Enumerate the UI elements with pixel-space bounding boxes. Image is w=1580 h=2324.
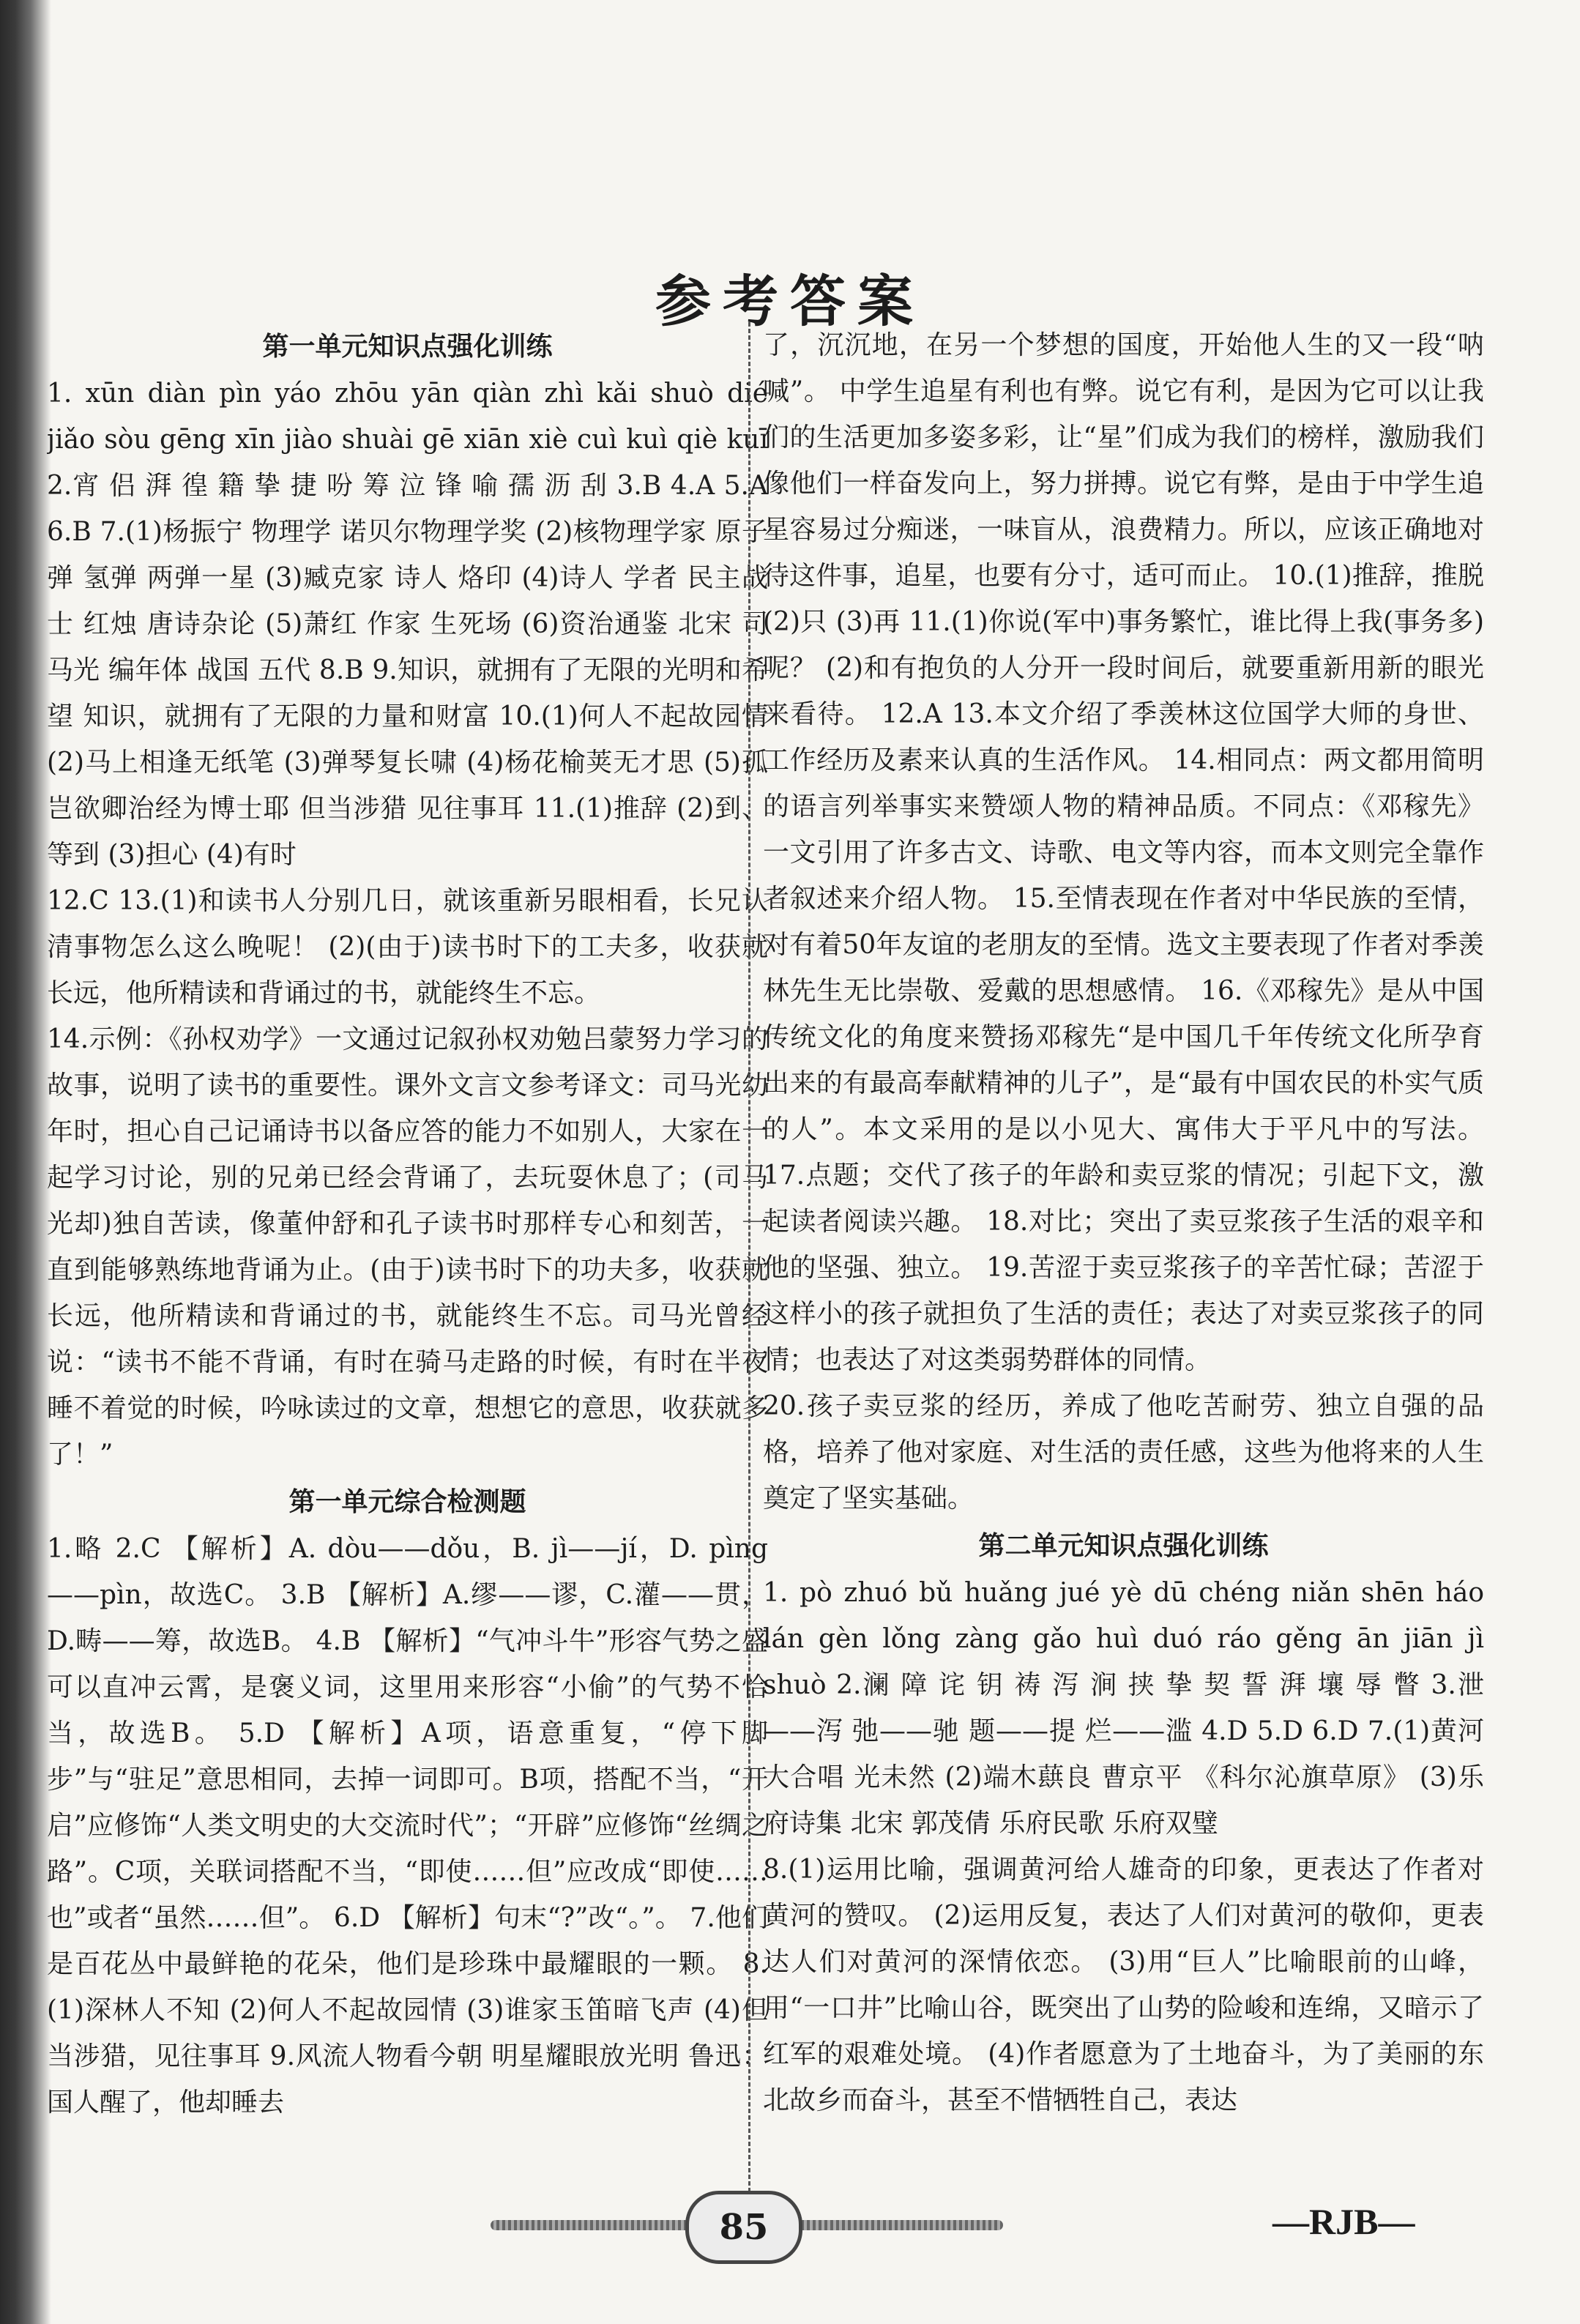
left-answer-column (47, 322, 768, 2226)
series-code: —RJB— (1272, 2201, 1415, 2242)
section-heading: 第二单元知识点强化训练 (978, 1530, 1269, 1561)
column-divider (748, 322, 750, 2219)
section-heading: 第一单元综合检测题 (288, 1486, 526, 1517)
answer-paragraph: 12.C 13.(1)和读书人分别几日，就该重新另眼相看，长兄认清事物怎么这么晚呢！ (2)(由于)读书时下的工夫多，收获就长远，他所精读和背诵过的书，就能终生不忘。 (47, 886, 768, 1008)
page-title: 参考答案 (655, 268, 925, 334)
answer-paragraph: 1. pò zhuó bǔ huǎng jué yè dū chéng niǎn shēn háo lán gèn lǒng zàng gǎo huì duó ráo gěng ān jiān jì shuò 2.澜 障 诧 钥 祷 泻 涧 挟 挚 契 誓 湃 壤 辱 瞥 3.泄——泻 弛——驰 题——提 烂——滥 4.D 5.D 6.D 7.(1)黄河大合唱 光未然 (2)端木蕻良 曹京平 《科尔沁旗草原》 (3)乐府诗集 北宋 郭茂倩 乐府民歌 乐府双璧 (763, 1578, 1484, 1839)
answer-paragraph: 20.孩子卖豆浆的经历，养成了他吃苦耐劳、独立自强的品格，培养了他对家庭、对生活的责任感，这些为他将来的人生奠定了坚实基础。 (763, 1391, 1484, 1513)
answer-paragraph: 1.略 2.C 【解析】A. dòu——dǒu，B. jì——jí，D. pìng——pìn，故选C。 3.B 【解析】A.缪——谬，C.灌——贯，D.畴——筹，故选B。 4.B 【解析】“气冲斗牛”形容气势之盛可以直冲云霄，是褒义词，这里用来形容“小偷”的气势不恰当，故选B。 5.D 【解析】A项，语意重复，“停下脚步”与“驻足”意思相同，去掉一词即可。B项，搭配不当，“开启”应修饰“人类文明史的大交流时代”；“开辟”应修饰“丝绸之路”。C项，关联词搭配不当，“即使……但”应改成“即使……也”或者“虽然……但”。 6.D 【解析】句末“?”改“。”。 7.他们是百花丛中最鲜艳的花朵，他们是珍珠中最耀眼的一颗。 8.(1)深林人不知 (2)何人不起故园情 (3)谁家玉笛暗飞声 (4)但当涉猎，见往事耳 9.风流人物看今朝 明星耀眼放光明 鲁迅：国人醒了，他却睡去 (47, 1534, 768, 2118)
right-answer-column (763, 322, 1484, 2226)
answer-paragraph: 1. xūn diàn pìn yáo zhōu yān qiàn zhì kǎi shuò dié jiǎo sòu gēng xīn jiào shuài gē xiān xiè cuì kuì qiè kuī 2.宵 侣 湃 徨 籍 挚 捷 吩 筹 泣 锋 喻 孺 沥 刮 3.B 4.A 5.A 6.B 7.(1)杨振宁 物理学 诺贝尔物理学奖 (2)核物理学家 原子弹 氢弹 两弹一星 (3)臧克家 诗人 烙印 (4)诗人 学者 民主战士 红烛 唐诗杂论 (5)萧红 作家 生死场 (6)资治通鉴 北宋 司马光 编年体 战国 五代 8.B 9.知识，就拥有了无限的光明和希望 知识，就拥有了无限的力量和财富 10.(1)何人不起故园情 (2)马上相逢无纸笔 (3)弹琴复长啸 (4)杨花榆荚无才思 (5)孤岂欲卿治经为博士耶 但当涉猎 见往事耳 11.(1)推辞 (2)到、等到 (3)担心 (4)有时 (47, 379, 768, 870)
torn-page-edge (0, 0, 51, 2324)
answer-paragraph: 了，沉沉地，在另一个梦想的国度，开始他人生的又一段“呐喊”。 中学生追星有利也有弊。说它有利，是因为它可以让我们的生活更加多姿多彩，让“星”们成为我们的榜样，激励我们像他们一样奋发向上，努力拼搏。说它有弊，是由于中学生追星容易过分痴迷，一味盲从，浪费精力。所以，应该正确地对待这件事，追星，也要有分寸，适可而止。 10.(1)推辞，推脱 (2)只 (3)再 11.(1)你说(军中)事务繁忙，谁比得上我(事务多)呢？ (2)和有抱负的人分开一段时间后，就要重新用新的眼光来看待。 12.A 13.本文介绍了季羡林这位国学大师的身世、工作经历及素来认真的生活作风。 14.相同点：两文都用简明的语言列举事实来赞颂人物的精神品质。不同点：《邓稼先》一文引用了许多古文、诗歌、电文等内容，而本文则完全靠作者叙述来介绍人物。 15.至情表现在作者对中华民族的至情，对有着50年友谊的老朋友的至情。选文主要表现了作者对季羡林先生无比崇敬、爱戴的思想感情。 16.《邓稼先》是从中国传统文化的角度来赞扬邓稼先“是中国几千年传统文化所孕育出来的有最高奉献精神的儿子”，是“最有中国农民的朴实气质的人”。本文采用的是以小见大、寓伟大于平凡中的写法。 17.点题；交代了孩子的年龄和卖豆浆的情况；引起下文，激起读者阅读兴趣。 18.对比；突出了卖豆浆孩子生活的艰辛和他的坚强、独立。 19.苦涩于卖豆浆孩子的辛苦忙碌；苦涩于这样小的孩子就担负了生活的责任；表达了对卖豆浆孩子的同情；也表达了对这类弱势群体的同情。 (763, 330, 1484, 1375)
page-number: 85 (685, 2191, 802, 2264)
section-heading: 第一单元知识点强化训练 (262, 331, 553, 362)
answer-paragraph: 14.示例：《孙权劝学》一文通过记叙孙权劝勉吕蒙努力学习的故事，说明了读书的重要性。课外文言文参考译文：司马光幼年时，担心自己记诵诗书以备应答的能力不如别人，大家在一起学习讨论，别的兄弟已经会背诵了，去玩耍休息了；(司马光却)独自苦读，像董仲舒和孔子读书时那样专心和刻苦，一直到能够熟练地背诵为止。(由于)读书时下的功夫多，收获就长远，他所精读和背诵过的书，就能终生不忘。司马光曾经说：“读书不能不背诵，有时在骑马走路的时候，有时在半夜睡不着觉的时候，吟咏读过的文章，想想它的意思，收获就多了！” (47, 1024, 768, 1470)
answer-paragraph: 8.(1)运用比喻，强调黄河给人雄奇的印象，更表达了作者对黄河的赞叹。 (2)运用反复，表达了人们对黄河的敬仰，更表达人们对黄河的深情依恋。 (3)用“巨人”比喻眼前的山峰，用“一口井”比喻山谷，既突出了山势的险峻和连绵，又暗示了红军的艰难处境。 (4)作者愿意为了土地奋斗，为了美丽的东北故乡而奋斗，甚至不惜牺牲自己，表达 (763, 1855, 1484, 2115)
